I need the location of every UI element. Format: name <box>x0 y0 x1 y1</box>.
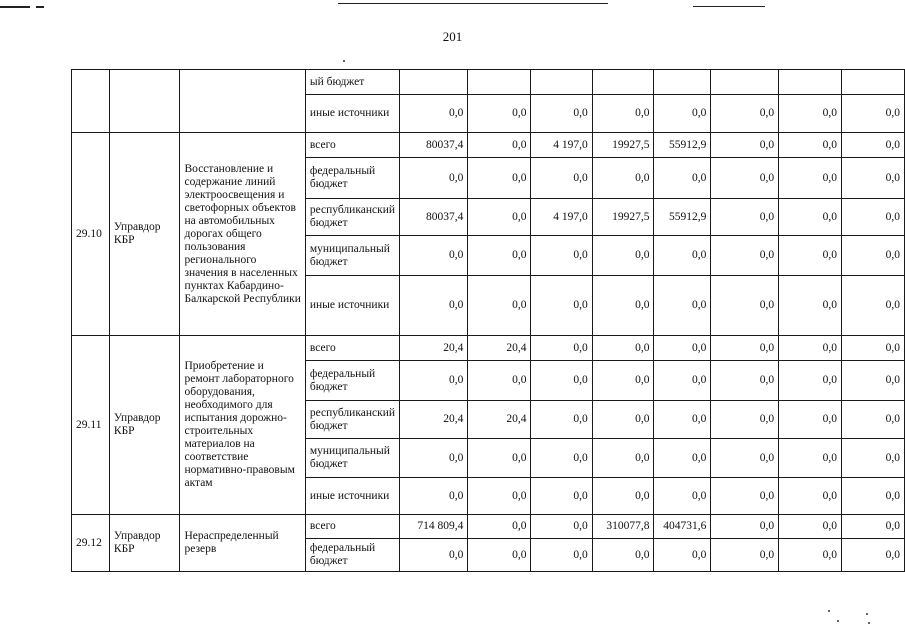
amount-cell: 0,0 <box>468 236 531 276</box>
funding-source: федеральный бюджет <box>305 361 399 401</box>
scan-speck <box>866 613 868 615</box>
amount-cell: 0,0 <box>711 539 779 572</box>
amount-cell: 0,0 <box>842 276 905 336</box>
amount-cell: 0,0 <box>842 236 905 276</box>
amount-cell: 0,0 <box>531 276 592 336</box>
amount-cell: 0,0 <box>400 158 468 199</box>
amount-cell: 4 197,0 <box>531 133 592 158</box>
amount-cell: 0,0 <box>531 236 592 276</box>
amount-cell: 0,0 <box>711 336 779 361</box>
funding-source: муниципальный бюджет <box>305 236 399 276</box>
amount-cell <box>654 70 711 95</box>
amount-cell: 0,0 <box>468 539 531 572</box>
amount-cell: 714 809,4 <box>400 515 468 539</box>
table-row <box>72 515 905 539</box>
item-code: 29.10 <box>72 133 110 336</box>
funding-source: федеральный бюджет <box>305 539 399 572</box>
funding-source: республиканский бюджет <box>305 199 399 236</box>
amount-cell: 0,0 <box>592 336 654 361</box>
amount-cell: 0,0 <box>592 95 654 133</box>
amount-cell: 4 197,0 <box>531 199 592 236</box>
amount-cell: 0,0 <box>711 515 779 539</box>
amount-cell: 0,0 <box>592 539 654 572</box>
amount-cell <box>711 70 779 95</box>
amount-cell: 0,0 <box>468 276 531 336</box>
amount-cell: 0,0 <box>654 401 711 439</box>
amount-cell: 19927,5 <box>592 133 654 158</box>
item-code: 29.12 <box>72 515 110 572</box>
amount-cell: 0,0 <box>592 236 654 276</box>
amount-cell: 0,0 <box>711 133 779 158</box>
amount-cell: 0,0 <box>531 158 592 199</box>
page-number: 201 <box>442 29 463 44</box>
amount-cell: 0,0 <box>468 199 531 236</box>
amount-cell: 0,0 <box>400 236 468 276</box>
description-cell <box>180 70 305 133</box>
amount-cell: 0,0 <box>400 276 468 336</box>
amount-cell: 0,0 <box>842 401 905 439</box>
funding-source: федеральный бюджет <box>305 158 399 199</box>
funding-source: всего <box>305 515 399 539</box>
amount-cell: 0,0 <box>842 361 905 401</box>
scan-edge-mark <box>36 6 44 8</box>
amount-cell: 0,0 <box>842 439 905 478</box>
executor-name: Управдор КБР <box>109 133 180 336</box>
amount-cell: 0,0 <box>654 336 711 361</box>
executor-name: Управдор КБР <box>109 515 180 572</box>
amount-cell <box>468 70 531 95</box>
amount-cell: 0,0 <box>531 515 592 539</box>
executor-name: Управдор КБР <box>109 336 180 515</box>
amount-cell <box>842 70 905 95</box>
amount-cell: 20,4 <box>400 336 468 361</box>
amount-cell: 0,0 <box>468 361 531 401</box>
amount-cell: 0,0 <box>711 276 779 336</box>
amount-cell: 55912,9 <box>654 133 711 158</box>
activity-description: Приобретение и ремонт лабораторного оборудования, необходимого для испытания дорожно-строительных материалов на соответствие нормативно-правовым актам <box>180 336 305 515</box>
amount-cell: 0,0 <box>654 276 711 336</box>
amount-cell: 0,0 <box>654 158 711 199</box>
funding-source: иные источники <box>305 95 399 133</box>
amount-cell: 80037,4 <box>400 199 468 236</box>
amount-cell: 55912,9 <box>654 199 711 236</box>
amount-cell: 0,0 <box>531 439 592 478</box>
code-cell <box>72 70 110 133</box>
scan-edge-mark <box>338 3 608 4</box>
amount-cell: 20,4 <box>468 336 531 361</box>
amount-cell: 0,0 <box>531 401 592 439</box>
amount-cell: 0,0 <box>779 401 842 439</box>
amount-cell: 0,0 <box>711 199 779 236</box>
amount-cell: 0,0 <box>592 478 654 515</box>
amount-cell: 0,0 <box>842 158 905 199</box>
amount-cell: 20,4 <box>400 401 468 439</box>
amount-cell: 0,0 <box>400 539 468 572</box>
amount-cell: 0,0 <box>711 478 779 515</box>
amount-cell: 0,0 <box>592 158 654 199</box>
amount-cell: 0,0 <box>842 539 905 572</box>
amount-cell: 0,0 <box>400 361 468 401</box>
amount-cell: 0,0 <box>842 478 905 515</box>
amount-cell: 0,0 <box>531 539 592 572</box>
amount-cell: 0,0 <box>592 361 654 401</box>
amount-cell: 0,0 <box>654 236 711 276</box>
amount-cell <box>531 70 592 95</box>
table-row <box>72 133 905 158</box>
funding-source: иные источники <box>305 276 399 336</box>
table-row <box>72 336 905 361</box>
scan-speck <box>828 610 830 612</box>
amount-cell: 0,0 <box>468 133 531 158</box>
amount-cell: 0,0 <box>779 236 842 276</box>
amount-cell: 0,0 <box>779 336 842 361</box>
amount-cell: 0,0 <box>531 478 592 515</box>
amount-cell: 0,0 <box>779 361 842 401</box>
amount-cell: 0,0 <box>468 158 531 199</box>
amount-cell: 0,0 <box>531 361 592 401</box>
amount-cell: 0,0 <box>468 95 531 133</box>
scan-edge-mark <box>0 6 30 8</box>
amount-cell: 0,0 <box>779 199 842 236</box>
amount-cell: 0,0 <box>654 361 711 401</box>
activity-description: Восстановление и содержание линий электроосвещения и светофорных объектов на автомобильных дорогах общего пользования регионального значения в населенных пунктах Кабардино-Балкарской Республики <box>180 133 305 336</box>
amount-cell: 0,0 <box>779 133 842 158</box>
amount-cell: 0,0 <box>711 361 779 401</box>
scan-speck <box>343 60 345 62</box>
amount-cell: 0,0 <box>468 515 531 539</box>
amount-cell: 310077,8 <box>592 515 654 539</box>
amount-cell: 0,0 <box>779 276 842 336</box>
funding-source: ый бюджет <box>305 70 399 95</box>
amount-cell: 0,0 <box>779 439 842 478</box>
amount-cell: 0,0 <box>842 95 905 133</box>
amount-cell: 404731,6 <box>654 515 711 539</box>
amount-cell: 0,0 <box>779 515 842 539</box>
amount-cell <box>592 70 654 95</box>
scan-speck <box>868 622 870 624</box>
amount-cell: 0,0 <box>711 236 779 276</box>
amount-cell: 80037,4 <box>400 133 468 158</box>
amount-cell <box>400 70 468 95</box>
amount-cell: 0,0 <box>468 478 531 515</box>
amount-cell: 0,0 <box>779 539 842 572</box>
amount-cell: 0,0 <box>779 95 842 133</box>
amount-cell: 0,0 <box>779 478 842 515</box>
funding-source: всего <box>305 336 399 361</box>
funding-source: всего <box>305 133 399 158</box>
amount-cell: 0,0 <box>400 478 468 515</box>
amount-cell: 0,0 <box>654 478 711 515</box>
amount-cell: 0,0 <box>592 439 654 478</box>
amount-cell: 19927,5 <box>592 199 654 236</box>
amount-cell: 0,0 <box>654 95 711 133</box>
funding-source: республиканский бюджет <box>305 401 399 439</box>
amount-cell: 0,0 <box>531 336 592 361</box>
scan-edge-mark <box>693 6 765 7</box>
amount-cell <box>779 70 842 95</box>
amount-cell: 0,0 <box>400 95 468 133</box>
item-code: 29.11 <box>72 336 110 515</box>
amount-cell: 0,0 <box>711 401 779 439</box>
amount-cell: 0,0 <box>842 133 905 158</box>
amount-cell: 0,0 <box>711 439 779 478</box>
amount-cell: 0,0 <box>842 515 905 539</box>
amount-cell: 0,0 <box>592 401 654 439</box>
amount-cell: 0,0 <box>592 276 654 336</box>
amount-cell: 0,0 <box>400 439 468 478</box>
funding-source: иные источники <box>305 478 399 515</box>
amount-cell: 0,0 <box>468 439 531 478</box>
amount-cell: 0,0 <box>711 95 779 133</box>
amount-cell: 0,0 <box>842 336 905 361</box>
scan-speck <box>837 620 839 622</box>
amount-cell: 0,0 <box>531 95 592 133</box>
amount-cell: 0,0 <box>654 439 711 478</box>
activity-description: Нераспределенный резерв <box>180 515 305 572</box>
amount-cell: 0,0 <box>842 199 905 236</box>
executor-cell <box>109 70 180 133</box>
budget-table <box>71 69 905 572</box>
funding-source: муниципальный бюджет <box>305 439 399 478</box>
amount-cell: 0,0 <box>654 539 711 572</box>
amount-cell: 0,0 <box>711 158 779 199</box>
table-row <box>72 70 905 95</box>
amount-cell: 0,0 <box>779 158 842 199</box>
amount-cell: 20,4 <box>468 401 531 439</box>
